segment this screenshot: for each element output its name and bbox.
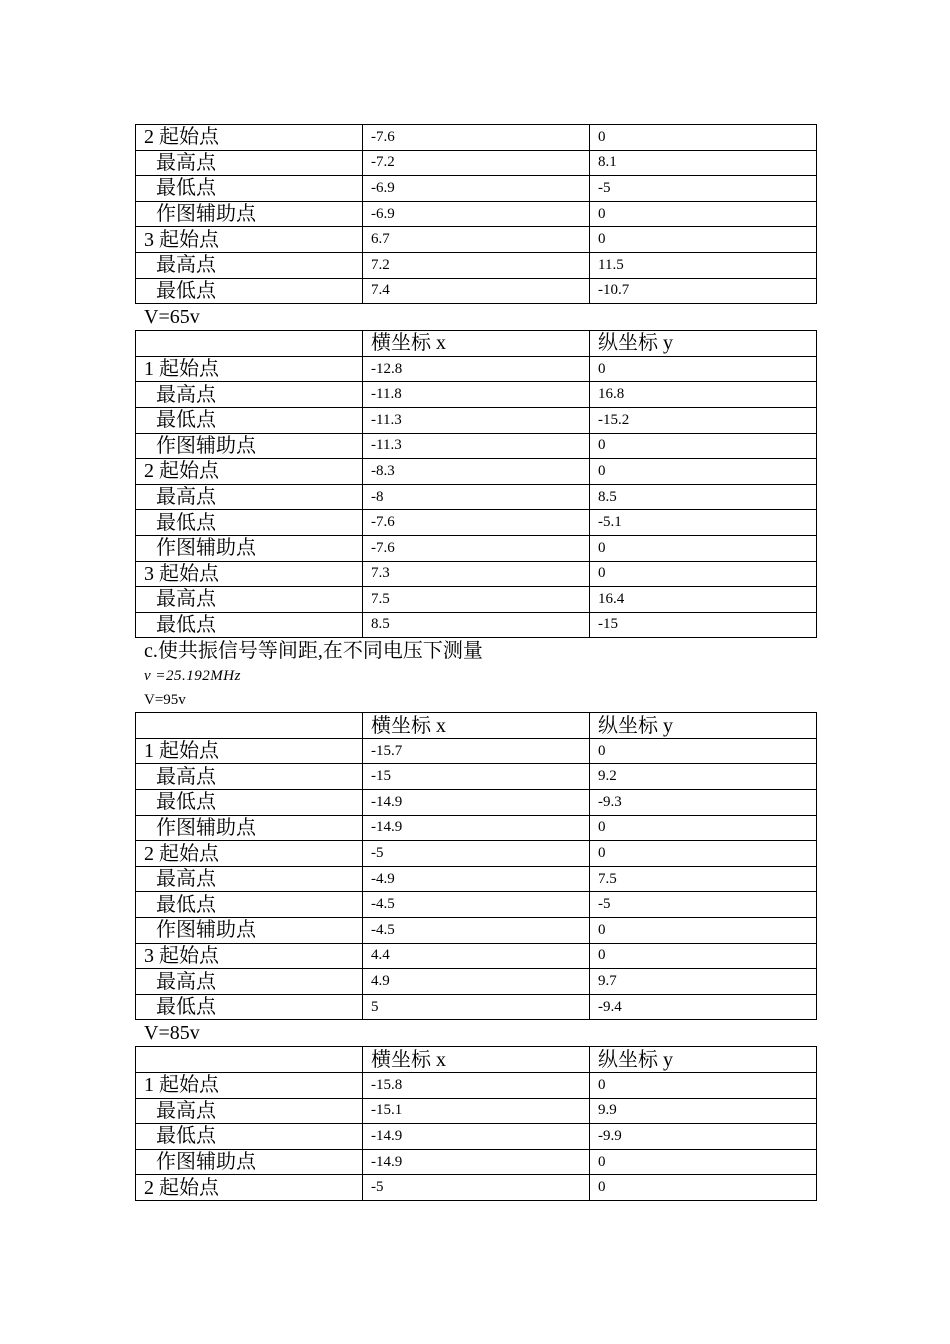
table-row bbox=[136, 382, 817, 408]
x-value-cell: -4.5 bbox=[363, 892, 590, 918]
table-header-row bbox=[136, 331, 817, 357]
table-row bbox=[136, 587, 817, 613]
y-value-cell: 0 bbox=[590, 815, 817, 841]
table-row bbox=[136, 278, 817, 304]
y-value-cell: 0 bbox=[590, 1073, 817, 1099]
y-value-cell: -15.2 bbox=[590, 407, 817, 433]
y-value-cell: 0 bbox=[590, 125, 817, 151]
point-label-cell: 2 起始点 bbox=[136, 841, 363, 867]
x-value-cell: -12.8 bbox=[363, 356, 590, 382]
x-value-cell: -6.9 bbox=[363, 201, 590, 227]
table-row bbox=[136, 738, 817, 764]
y-value-cell: 7.5 bbox=[590, 866, 817, 892]
table-row bbox=[136, 892, 817, 918]
y-value-cell: -5 bbox=[590, 892, 817, 918]
column-header: 横坐标 x bbox=[363, 1047, 590, 1073]
point-label-cell: 最高点 bbox=[136, 764, 363, 790]
data-table-continued bbox=[135, 124, 817, 304]
table-row bbox=[136, 815, 817, 841]
section-c-title: c.使共振信号等间距,在不同电压下测量 bbox=[144, 640, 483, 663]
x-value-cell: 7.2 bbox=[363, 252, 590, 278]
table-header-row bbox=[136, 1047, 817, 1073]
point-label-cell: 1 起始点 bbox=[136, 738, 363, 764]
y-value-cell: -9.9 bbox=[590, 1124, 817, 1150]
y-value-cell: 8.5 bbox=[590, 484, 817, 510]
table-row bbox=[136, 510, 817, 536]
column-header: 横坐标 x bbox=[363, 713, 590, 739]
table-row bbox=[136, 866, 817, 892]
x-value-cell: 8.5 bbox=[363, 612, 590, 638]
y-value-cell: 0 bbox=[590, 1175, 817, 1201]
point-label-cell: 作图辅助点 bbox=[136, 815, 363, 841]
column-header: 纵坐标 y bbox=[590, 713, 817, 739]
point-label-cell: 3 起始点 bbox=[136, 561, 363, 587]
data-table-65v bbox=[135, 330, 817, 638]
y-value-cell: 8.1 bbox=[590, 150, 817, 176]
table-row bbox=[136, 790, 817, 816]
x-value-cell: -14.9 bbox=[363, 1149, 590, 1175]
point-label-cell: 3 起始点 bbox=[136, 943, 363, 969]
y-value-cell: 9.9 bbox=[590, 1098, 817, 1124]
table-row bbox=[136, 407, 817, 433]
table-row bbox=[136, 433, 817, 459]
point-label-cell: 最高点 bbox=[136, 1098, 363, 1124]
table-row bbox=[136, 1124, 817, 1150]
table-row bbox=[136, 201, 817, 227]
y-value-cell: 0 bbox=[590, 841, 817, 867]
x-value-cell: 7.4 bbox=[363, 278, 590, 304]
table-row bbox=[136, 125, 817, 151]
x-value-cell: -11.8 bbox=[363, 382, 590, 408]
x-value-cell: -4.9 bbox=[363, 866, 590, 892]
column-header: 纵坐标 y bbox=[590, 1047, 817, 1073]
x-value-cell: 7.5 bbox=[363, 587, 590, 613]
point-label-cell: 最高点 bbox=[136, 969, 363, 995]
y-value-cell: 0 bbox=[590, 943, 817, 969]
y-value-cell: 11.5 bbox=[590, 252, 817, 278]
point-label-cell: 最低点 bbox=[136, 612, 363, 638]
y-value-cell: -5 bbox=[590, 176, 817, 202]
table-row bbox=[136, 535, 817, 561]
y-value-cell: 0 bbox=[590, 433, 817, 459]
y-value-cell: 0 bbox=[590, 227, 817, 253]
x-value-cell: -11.3 bbox=[363, 433, 590, 459]
table-row bbox=[136, 176, 817, 202]
table-row bbox=[136, 1098, 817, 1124]
x-value-cell: -8.3 bbox=[363, 459, 590, 485]
table-row bbox=[136, 227, 817, 253]
y-value-cell: 0 bbox=[590, 356, 817, 382]
x-value-cell: 4.4 bbox=[363, 943, 590, 969]
x-value-cell: -14.9 bbox=[363, 1124, 590, 1150]
y-value-cell: 16.8 bbox=[590, 382, 817, 408]
point-label-cell: 作图辅助点 bbox=[136, 433, 363, 459]
voltage-heading-85v: V=85v bbox=[144, 1022, 200, 1045]
point-label-cell: 最低点 bbox=[136, 278, 363, 304]
point-label-cell: 最高点 bbox=[136, 866, 363, 892]
table-row bbox=[136, 1149, 817, 1175]
y-value-cell: 0 bbox=[590, 459, 817, 485]
point-label-cell: 最高点 bbox=[136, 150, 363, 176]
table-row bbox=[136, 150, 817, 176]
table-row bbox=[136, 1073, 817, 1099]
voltage-heading-65v: V=65v bbox=[144, 306, 200, 329]
table-row bbox=[136, 994, 817, 1020]
y-value-cell: 9.7 bbox=[590, 969, 817, 995]
point-label-cell: 2 起始点 bbox=[136, 125, 363, 151]
x-value-cell: 6.7 bbox=[363, 227, 590, 253]
x-value-cell: 4.9 bbox=[363, 969, 590, 995]
column-header bbox=[136, 331, 363, 357]
table-header-row bbox=[136, 713, 817, 739]
x-value-cell: -4.5 bbox=[363, 918, 590, 944]
x-value-cell: -6.9 bbox=[363, 176, 590, 202]
data-table-85v bbox=[135, 1046, 817, 1201]
point-label-cell: 作图辅助点 bbox=[136, 918, 363, 944]
column-header bbox=[136, 713, 363, 739]
y-value-cell: 0 bbox=[590, 1149, 817, 1175]
y-value-cell: 0 bbox=[590, 561, 817, 587]
y-value-cell: 16.4 bbox=[590, 587, 817, 613]
y-value-cell: -9.3 bbox=[590, 790, 817, 816]
document-page bbox=[135, 124, 816, 1201]
x-value-cell: -15.1 bbox=[363, 1098, 590, 1124]
point-label-cell: 最高点 bbox=[136, 382, 363, 408]
x-value-cell: -8 bbox=[363, 484, 590, 510]
table-row bbox=[136, 943, 817, 969]
point-label-cell: 最高点 bbox=[136, 484, 363, 510]
column-header: 横坐标 x bbox=[363, 331, 590, 357]
point-label-cell: 最低点 bbox=[136, 994, 363, 1020]
y-value-cell: 0 bbox=[590, 535, 817, 561]
x-value-cell: -15.8 bbox=[363, 1073, 590, 1099]
x-value-cell: -7.6 bbox=[363, 535, 590, 561]
point-label-cell: 1 起始点 bbox=[136, 1073, 363, 1099]
point-label-cell: 作图辅助点 bbox=[136, 535, 363, 561]
table-row bbox=[136, 612, 817, 638]
y-value-cell: 0 bbox=[590, 918, 817, 944]
table-row bbox=[136, 764, 817, 790]
table-row bbox=[136, 356, 817, 382]
point-label-cell: 作图辅助点 bbox=[136, 1149, 363, 1175]
y-value-cell: -9.4 bbox=[590, 994, 817, 1020]
x-value-cell: -11.3 bbox=[363, 407, 590, 433]
point-label-cell: 最低点 bbox=[136, 407, 363, 433]
column-header bbox=[136, 1047, 363, 1073]
y-value-cell: 0 bbox=[590, 201, 817, 227]
y-value-cell: 9.2 bbox=[590, 764, 817, 790]
table-row bbox=[136, 484, 817, 510]
table-row bbox=[136, 969, 817, 995]
voltage-heading-95v: V=95v bbox=[144, 692, 186, 709]
point-label-cell: 最低点 bbox=[136, 1124, 363, 1150]
point-label-cell: 作图辅助点 bbox=[136, 201, 363, 227]
point-label-cell: 最高点 bbox=[136, 252, 363, 278]
point-label-cell: 最低点 bbox=[136, 790, 363, 816]
y-value-cell: -15 bbox=[590, 612, 817, 638]
x-value-cell: -15 bbox=[363, 764, 590, 790]
x-value-cell: -7.2 bbox=[363, 150, 590, 176]
x-value-cell: 5 bbox=[363, 994, 590, 1020]
x-value-cell: -5 bbox=[363, 1175, 590, 1201]
point-label-cell: 最低点 bbox=[136, 176, 363, 202]
column-header: 纵坐标 y bbox=[590, 331, 817, 357]
table-row bbox=[136, 841, 817, 867]
x-value-cell: -14.9 bbox=[363, 815, 590, 841]
point-label-cell: 最高点 bbox=[136, 587, 363, 613]
y-value-cell: -10.7 bbox=[590, 278, 817, 304]
x-value-cell: 7.3 bbox=[363, 561, 590, 587]
x-value-cell: -15.7 bbox=[363, 738, 590, 764]
table-row bbox=[136, 561, 817, 587]
x-value-cell: -5 bbox=[363, 841, 590, 867]
table-row bbox=[136, 252, 817, 278]
data-table-95v bbox=[135, 712, 817, 1020]
point-label-cell: 2 起始点 bbox=[136, 459, 363, 485]
table-row bbox=[136, 918, 817, 944]
table-row bbox=[136, 459, 817, 485]
point-label-cell: 最低点 bbox=[136, 510, 363, 536]
y-value-cell: 0 bbox=[590, 738, 817, 764]
frequency-formula: ν =25.192MHz bbox=[144, 668, 241, 685]
point-label-cell: 2 起始点 bbox=[136, 1175, 363, 1201]
x-value-cell: -14.9 bbox=[363, 790, 590, 816]
table-row bbox=[136, 1175, 817, 1201]
x-value-cell: -7.6 bbox=[363, 125, 590, 151]
x-value-cell: -7.6 bbox=[363, 510, 590, 536]
y-value-cell: -5.1 bbox=[590, 510, 817, 536]
point-label-cell: 1 起始点 bbox=[136, 356, 363, 382]
point-label-cell: 3 起始点 bbox=[136, 227, 363, 253]
point-label-cell: 最低点 bbox=[136, 892, 363, 918]
